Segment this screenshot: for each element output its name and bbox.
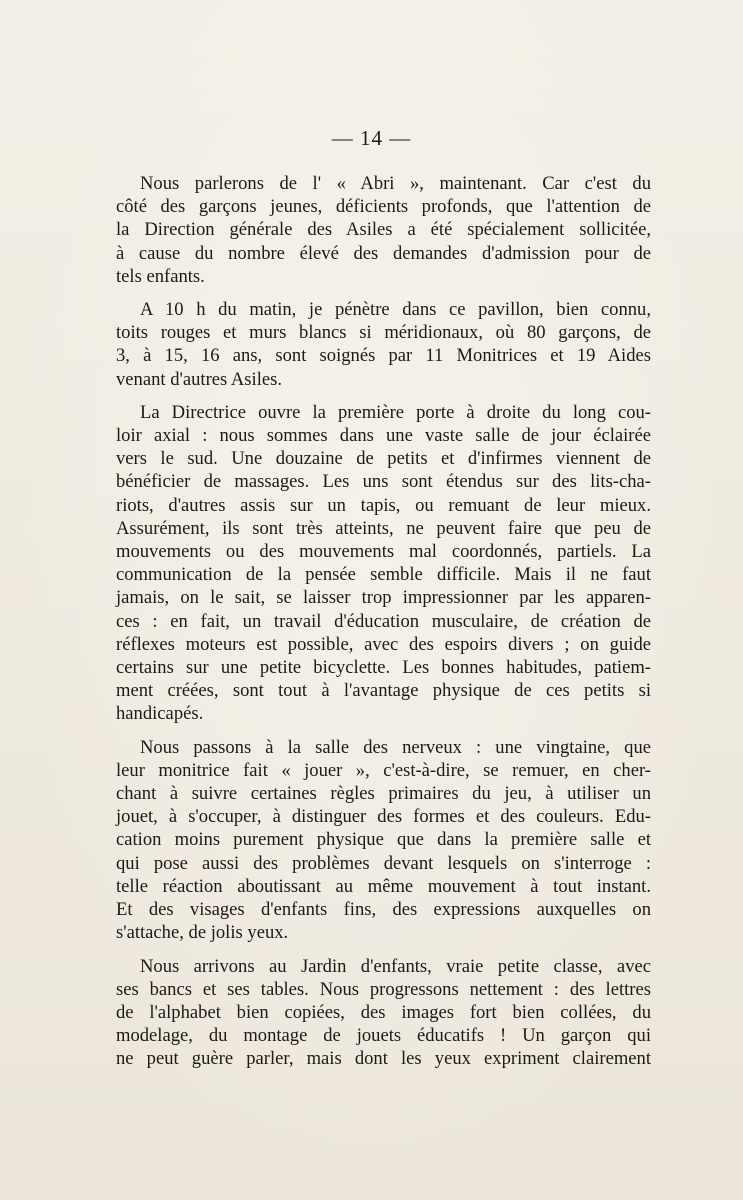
text-line: tels enfants. [116,265,205,287]
text-line: ses bancs et ses tables. Nous progressons nettement : des lettres [116,978,651,1000]
body-text [116,172,651,1081]
text-line: s'attache, de jolis yeux. [116,922,289,944]
text-line: 3, à 15, 16 ans, sont soignés par 11 Monitrices et 19 Aides [116,345,651,367]
text-line: leur monitrice fait « jouer », c'est-à-dire, se remuer, en cher- [116,759,651,781]
text-line: La Directrice ouvre la première porte à droite du long cou- [140,401,651,423]
text-line: ces : en fait, un travail d'éducation musculaire, de création de [116,610,651,632]
page-number: — 14 — [331,126,412,150]
paragraph-2 [116,298,651,391]
text-line: Et des visages d'enfants fins, des expressions auxquelles on [116,899,651,921]
text-line: telle réaction aboutissant au même mouvement à tout instant. [116,875,651,897]
text-line: cation moins purement physique que dans la première salle et [116,829,651,851]
text-line: vers le sud. Une douzaine de petits et d'infirmes viennent de [116,448,651,470]
text-line: certains sur une petite bicyclette. Les bonnes habitudes, patiem- [116,657,651,679]
text-line: chant à suivre certaines règles primaires du jeu, à utiliser un [116,783,651,805]
text-line: réflexes moteurs est possible, avec des espoirs divers ; on guide [116,633,651,655]
paragraph-3 [116,401,651,726]
text-line: communication de la pensée semble difficile. Mais il ne faut [116,564,651,586]
text-line: toits rouges et murs blancs si méridionaux, où 80 garçons, de [116,322,651,344]
text-line: jouet, à s'occuper, à distinguer des formes et des couleurs. Edu- [116,806,651,828]
paragraph-5 [116,955,651,1071]
text-line: Nous parlerons de l' « Abri », maintenant. Car c'est du [140,173,651,194]
text-line: ment créées, sont tout à l'avantage physique de ces petits si [116,680,651,702]
text-line: Nous arrivons au Jardin d'enfants, vraie petite classe, avec [140,955,651,977]
text-line: jamais, on le sait, se laisser trop impressionner par les apparen- [116,587,651,609]
text-line: Nous passons à la salle des nerveux : une vingtaine, que [140,736,651,758]
text-line: bénéficier de massages. Les uns sont étendus sur des lits-cha- [116,471,651,493]
text-line: ne peut guère parler, mais dont les yeux expriment clairement [116,1048,651,1070]
paragraph-1 [116,172,651,288]
text-line: loir axial : nous sommes dans une vaste salle de jour éclairée [116,425,651,447]
text-line: la Direction générale des Asiles a été spécialement sollicitée, [116,219,651,241]
text-line: côté des garçons jeunes, déficients profonds, que l'attention de [116,196,651,218]
text-line: de l'alphabet bien copiées, des images fort bien collées, du [116,1001,651,1023]
text-line: handicapés. [116,703,204,725]
paragraph-4 [116,736,651,945]
text-line: A 10 h du matin, je pénètre dans ce pavillon, bien connu, [140,299,651,321]
text-line: qui pose aussi des problèmes devant lesquels on s'interroge : [116,852,651,874]
text-line: mouvements ou des mouvements mal coordonnés, partiels. La [116,541,651,563]
text-line: à cause du nombre élevé des demandes d'admission pour de [116,242,651,264]
text-line: Assurément, ils sont très atteints, ne peuvent faire que peu de [116,517,651,539]
text-line: modelage, du montage de jouets éducatifs ! Un garçon qui [116,1025,651,1047]
text-line: venant d'autres Asiles. [116,368,283,390]
text-line: riots, d'autres assis sur un tapis, ou remuant de leur mieux. [116,494,651,516]
